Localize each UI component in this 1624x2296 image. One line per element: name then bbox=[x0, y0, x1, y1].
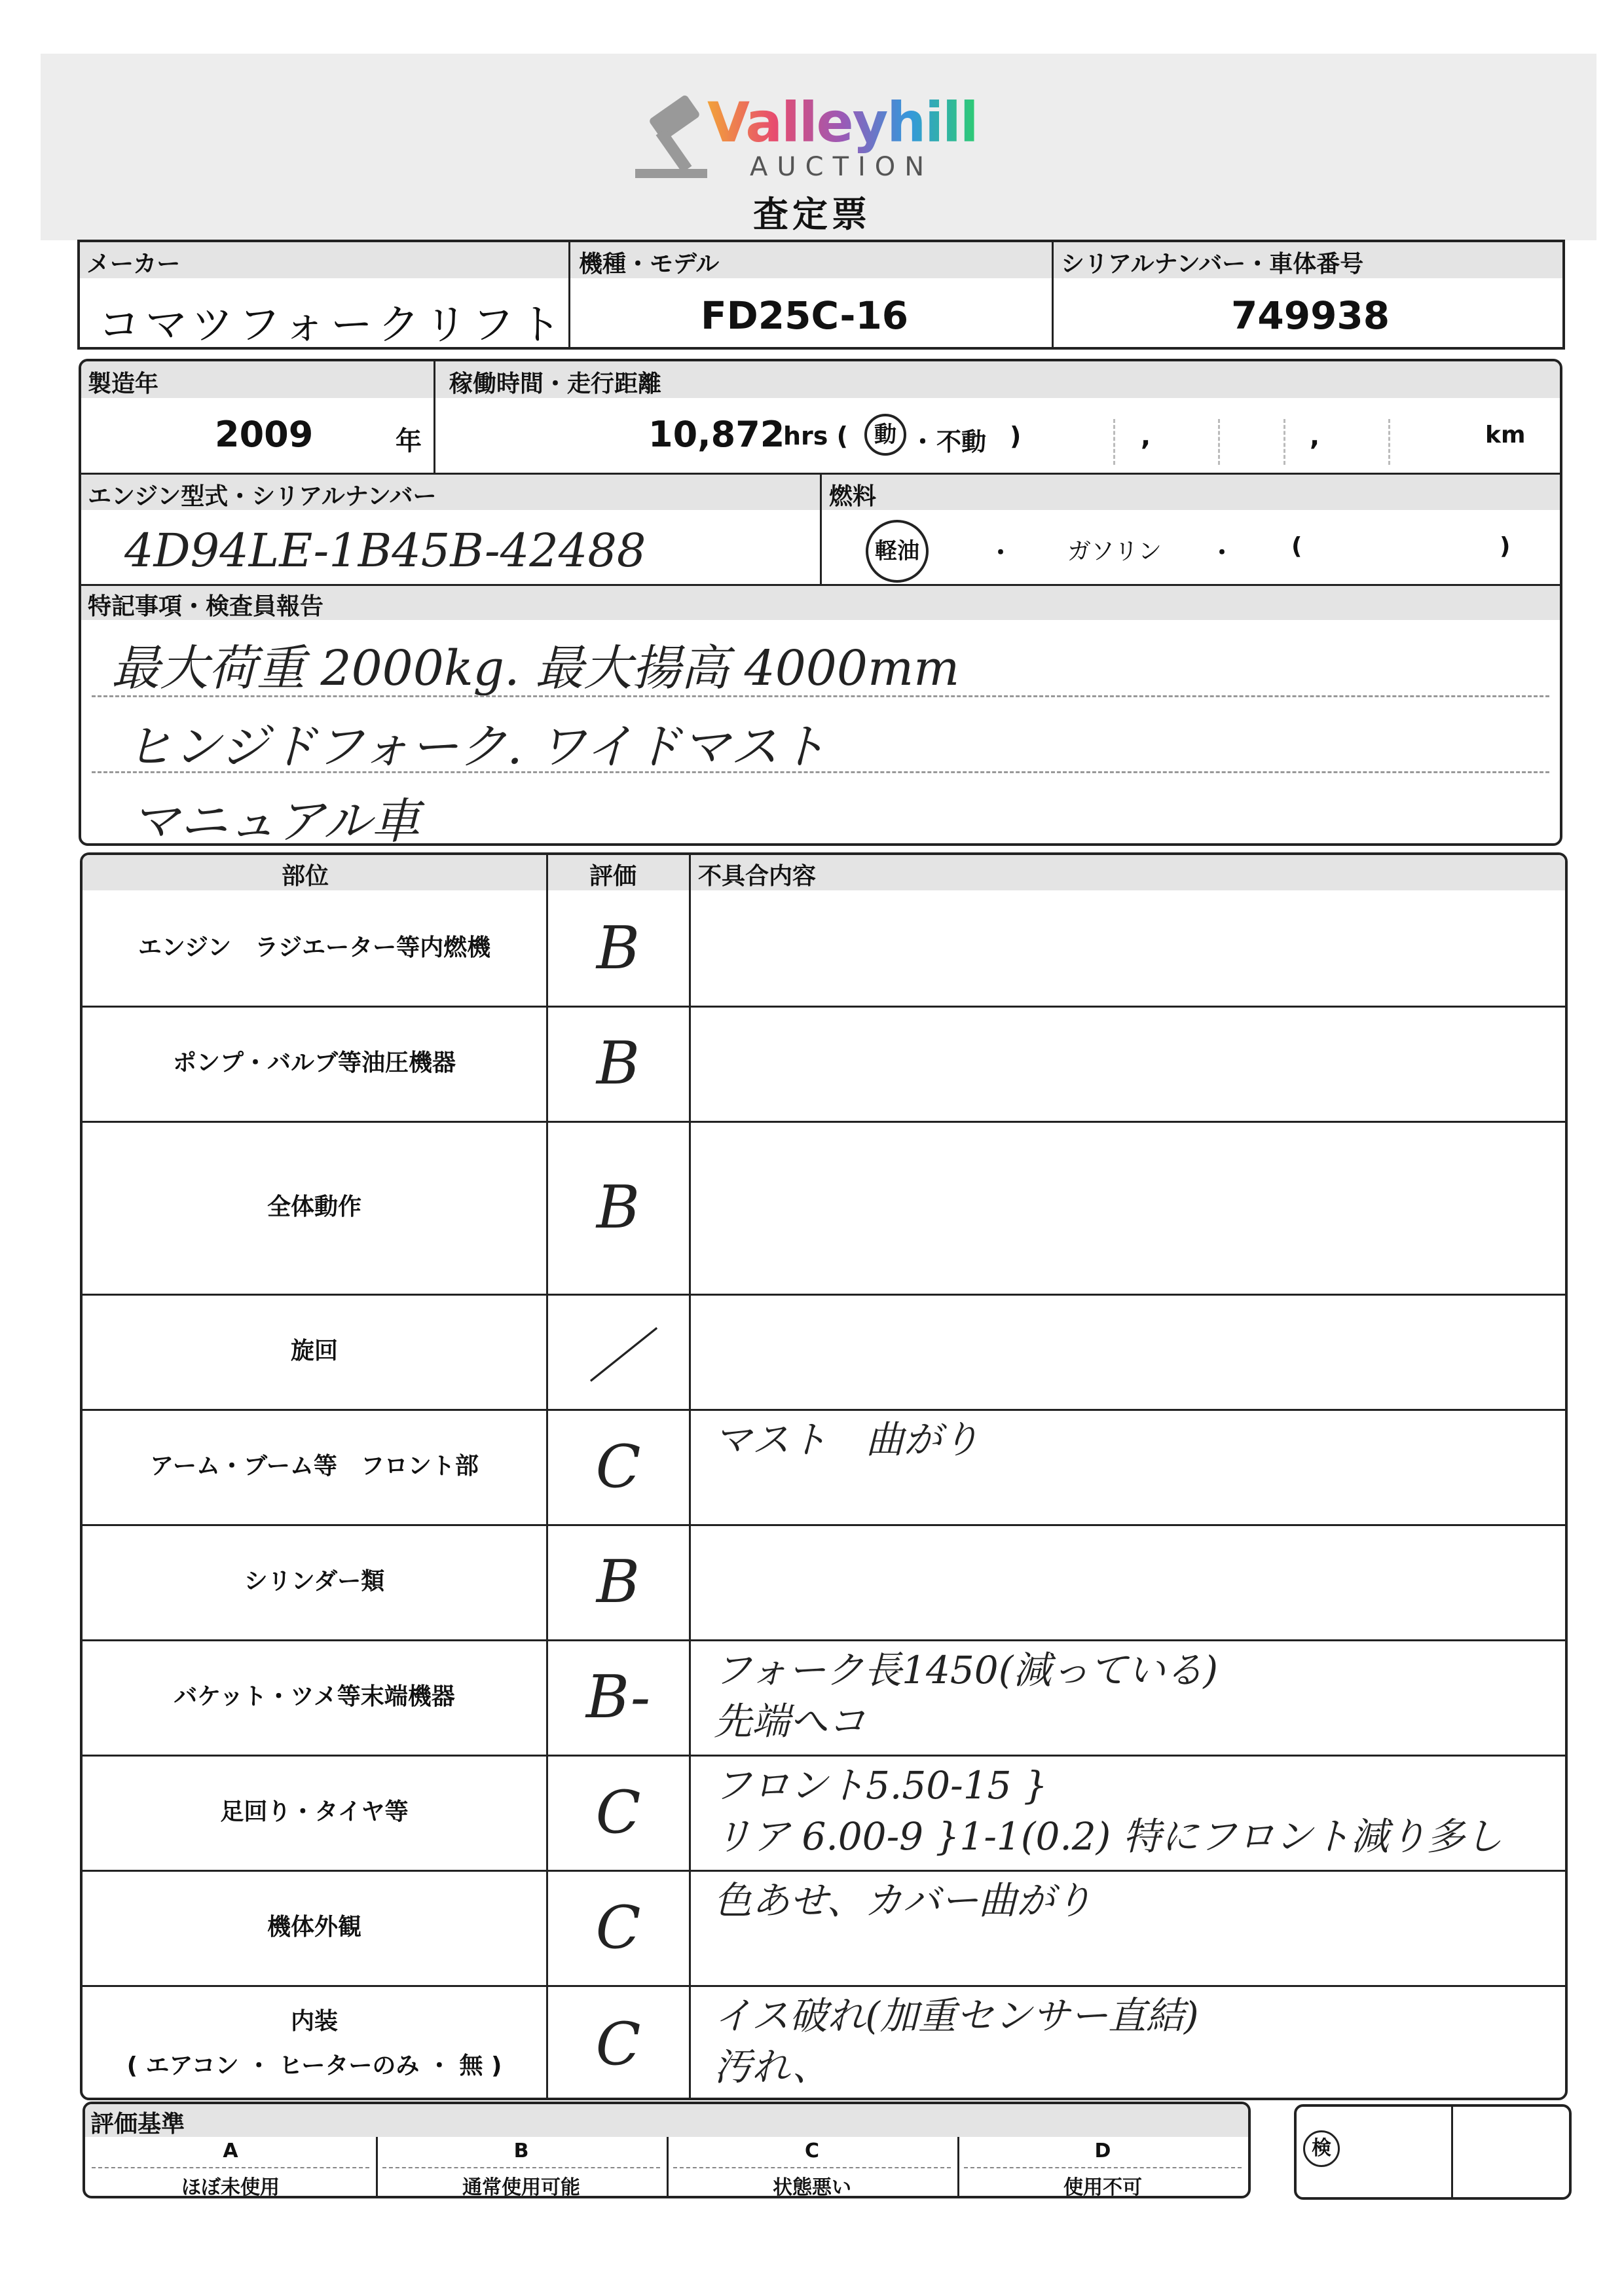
notes-rule bbox=[92, 771, 1549, 773]
eval-defect bbox=[714, 896, 1552, 1004]
distance-comma: , bbox=[1310, 422, 1320, 452]
status-inactive: 不動 bbox=[936, 428, 987, 456]
eval-part-name: 全体動作 bbox=[267, 1193, 361, 1220]
eval-grade: B- bbox=[585, 1662, 651, 1732]
eval-grade: B bbox=[596, 1173, 640, 1242]
eval-grade: C bbox=[595, 1893, 641, 1962]
criteria-desc: 状態悪い bbox=[773, 2176, 851, 2199]
gavel-icon bbox=[629, 92, 720, 190]
model-value: FD25C-16 bbox=[701, 293, 909, 338]
fuel-label: 燃料 bbox=[829, 483, 877, 510]
maker-value: コマツフォークリフト bbox=[98, 301, 566, 350]
year-unit: 年 bbox=[396, 426, 422, 456]
status-close: ) bbox=[1010, 422, 1022, 450]
row2-label-bar bbox=[81, 361, 1560, 398]
eval-divider bbox=[689, 855, 691, 2099]
eval-part-name: バケット・ツメ等末端機器 bbox=[174, 1683, 455, 1710]
fuel-paren-close: ) bbox=[1500, 533, 1511, 560]
eval-defect: イス破れ(加重センサー直結) 汚れ、 bbox=[714, 1994, 1199, 2090]
notes-line-1: 最大荷重 2000kg. 最大揚高 4000mm bbox=[111, 640, 960, 697]
criteria-label: 評価基準 bbox=[90, 2111, 185, 2138]
engine-divider bbox=[820, 475, 822, 585]
row1-divider bbox=[568, 242, 570, 347]
criteria-key: B bbox=[513, 2140, 529, 2162]
col-defect-header: 不具合内容 bbox=[698, 863, 817, 890]
model-label: 機種・モデル bbox=[579, 251, 720, 278]
criteria-desc: 通常使用可能 bbox=[462, 2176, 580, 2199]
eval-defect bbox=[714, 1299, 1552, 1408]
criteria-rule bbox=[382, 2167, 660, 2168]
eval-grade: B bbox=[596, 913, 640, 983]
col-part-header: 部位 bbox=[282, 863, 329, 890]
eval-defect: フォーク長1450(減っている) 先端へコ bbox=[714, 1648, 1218, 1744]
eval-defect: 色あせ、カバー曲がり bbox=[714, 1878, 1093, 1923]
eval-part-name: 旋回 bbox=[290, 1337, 338, 1364]
fuel-diesel-circle: 軽油 bbox=[866, 520, 929, 583]
criteria-key: A bbox=[223, 2140, 238, 2162]
status-active-circle: 動 bbox=[864, 414, 906, 456]
eval-grade: B bbox=[596, 1547, 640, 1616]
notes-line-2: ヒンジドフォーク. ワイドマスト bbox=[124, 719, 828, 775]
eval-defect: フロント5.50-15 } リア 6.00-9 }1-1(0.2) 特にフロント減り多し bbox=[714, 1763, 1503, 1859]
digit-divider bbox=[1283, 419, 1285, 465]
eval-grade: B bbox=[596, 1029, 640, 1098]
criteria-key: D bbox=[1094, 2140, 1111, 2162]
fuel-gasoline: ガソリン bbox=[1067, 538, 1162, 565]
eval-grade: ／ bbox=[589, 1322, 648, 1391]
eval-grade: C bbox=[595, 1777, 641, 1847]
inspection-stamp: 検 bbox=[1303, 2130, 1340, 2167]
eval-defect bbox=[714, 1126, 1552, 1292]
eval-part-name: シリンダー類 bbox=[244, 1567, 385, 1595]
hours-unit: hrs ( bbox=[783, 422, 849, 450]
hours-label: 稼働時間・走行距離 bbox=[449, 371, 662, 397]
criteria-rule bbox=[964, 2167, 1242, 2168]
year-label: 製造年 bbox=[88, 371, 159, 397]
serial-value: 749938 bbox=[1231, 293, 1390, 338]
eval-defect: マスト 曲がり bbox=[714, 1417, 980, 1462]
hours-value: 10,872 bbox=[648, 414, 785, 455]
fuel-paren-open: ( bbox=[1291, 533, 1302, 560]
fuel-dot: ・ bbox=[1210, 539, 1234, 566]
criteria-label-bar bbox=[85, 2104, 1248, 2137]
criteria-desc: ほぼ未使用 bbox=[181, 2176, 280, 2199]
digit-divider bbox=[1388, 419, 1390, 465]
col-grade-header: 評価 bbox=[589, 863, 637, 890]
logo-text: Valleyhill bbox=[707, 90, 978, 155]
criteria-rule bbox=[673, 2167, 951, 2168]
eval-part-name: 機体外観 bbox=[267, 1913, 361, 1941]
row2-divider bbox=[434, 361, 435, 473]
status-separator: ・ bbox=[910, 428, 936, 456]
eval-part-name: エンジン ラジエーター等内燃機 bbox=[138, 934, 491, 961]
criteria-key: C bbox=[804, 2140, 820, 2162]
eval-grade: C bbox=[595, 2009, 641, 2079]
eval-part-name: 内装 ( エアコン ・ ヒーターのみ ・ 無 ) bbox=[126, 2007, 502, 2079]
eval-part-name: ポンプ・バルブ等油圧機器 bbox=[172, 1049, 456, 1076]
distance-comma: , bbox=[1141, 422, 1151, 452]
fuel-dot: ・ bbox=[989, 539, 1013, 566]
logo-subtitle: AUCTION bbox=[750, 152, 934, 182]
notes-rule bbox=[92, 695, 1549, 697]
eval-divider bbox=[546, 855, 548, 2099]
eval-defect bbox=[714, 1529, 1552, 1638]
km-unit: km bbox=[1485, 422, 1526, 448]
notes-label: 特記事項・検査員報告 bbox=[88, 593, 324, 620]
digit-divider bbox=[1113, 419, 1115, 465]
criteria-rule bbox=[92, 2167, 369, 2168]
eval-grade: C bbox=[595, 1432, 641, 1501]
maker-label: メーカー bbox=[86, 251, 181, 278]
digit-divider bbox=[1218, 419, 1220, 465]
row1-divider bbox=[1052, 242, 1054, 347]
notes-line-3: マニュアル車 bbox=[131, 793, 420, 850]
engine-value: 4D94LE-1B45B-42488 bbox=[124, 524, 646, 577]
page-title: 査定票 bbox=[753, 194, 871, 235]
engine-label: エンジン型式・シリアルナンバー bbox=[88, 483, 437, 510]
eval-defect bbox=[714, 1011, 1552, 1120]
eval-part-name: 足回り・タイヤ等 bbox=[220, 1798, 409, 1825]
criteria-desc: 使用不可 bbox=[1063, 2176, 1142, 2199]
year-value: 2009 bbox=[215, 414, 314, 455]
serial-label: シリアルナンバー・車体番号 bbox=[1061, 251, 1364, 278]
check-divider bbox=[1451, 2107, 1453, 2197]
eval-part-name: アーム・ブーム等 フロント部 bbox=[150, 1452, 479, 1480]
